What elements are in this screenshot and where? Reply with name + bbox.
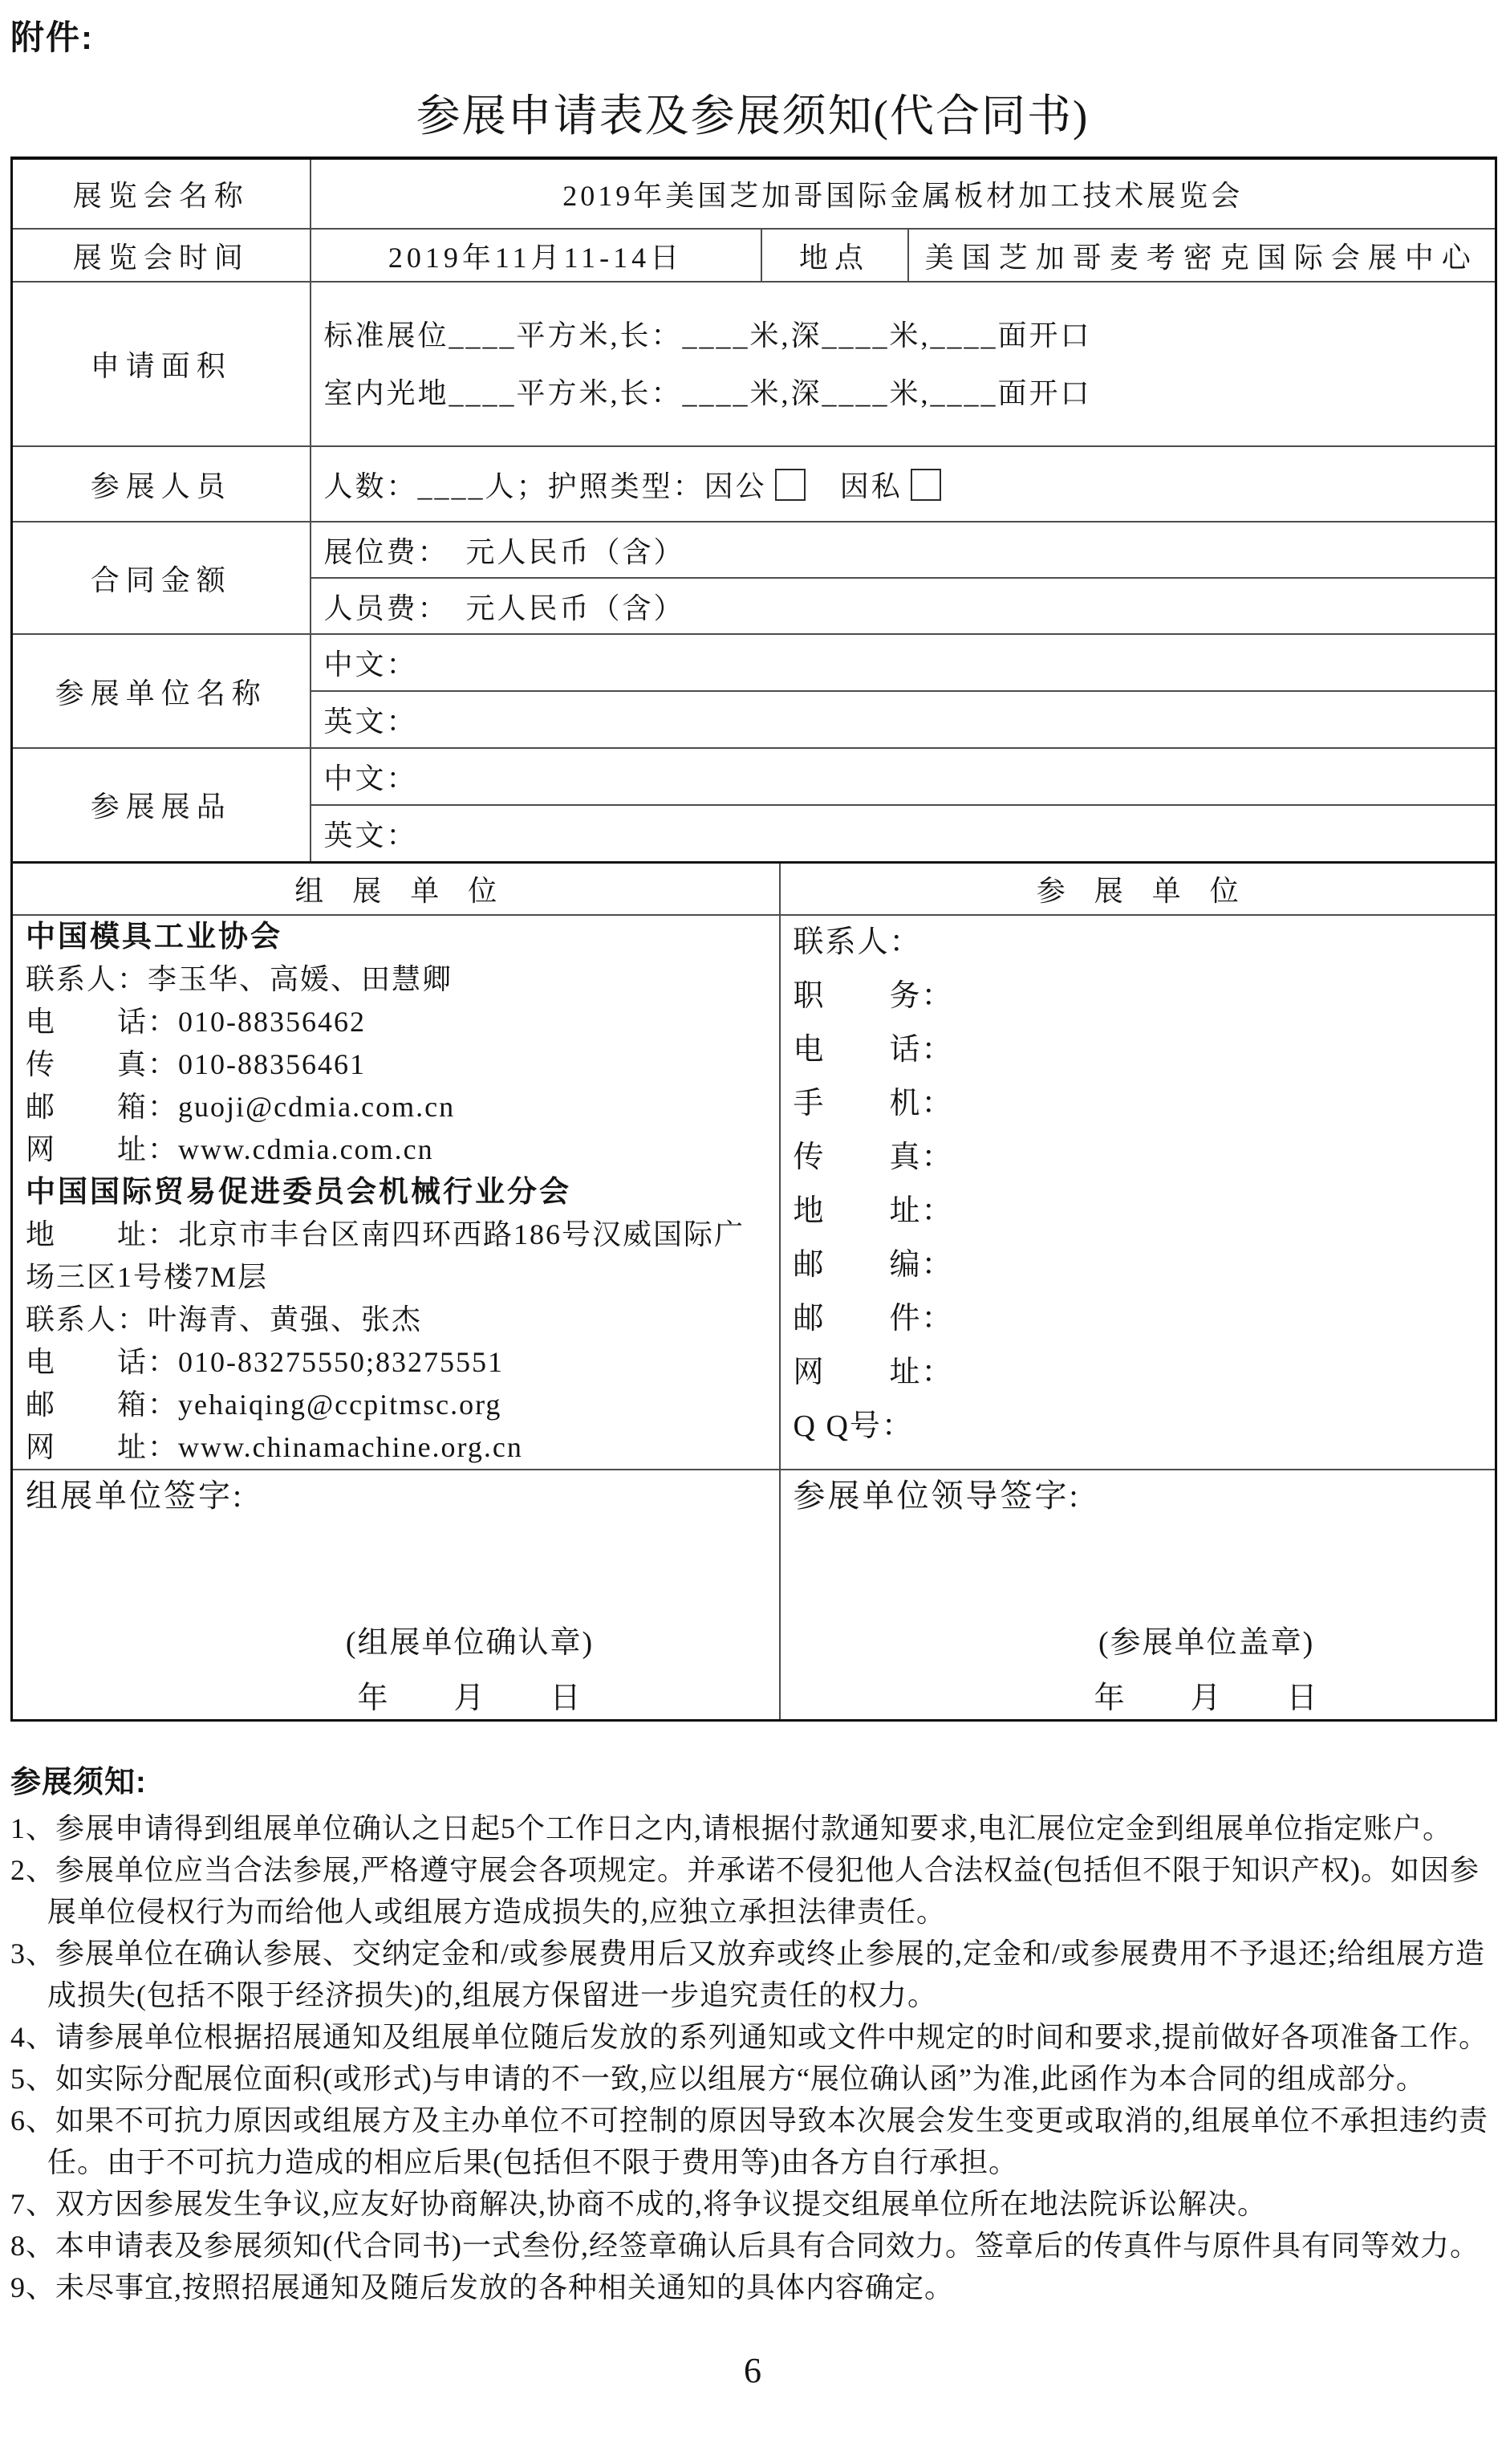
exhibitor-contact-field-label: Q Q号： — [793, 1409, 914, 1443]
organizer-info-line: 中国模具工业协会 — [26, 921, 282, 953]
passport-type-checkbox[interactable] — [775, 469, 806, 501]
note-item: 8、本申请表及参展须知(代合同书)一式叁份,经签章确认后具有合同效力。签章后的传真件与原件具有同等效力。 — [10, 2229, 1480, 2262]
organizer-stamp-note: (组展单位确认章) — [345, 1626, 595, 1660]
organizer-signature-title: 组展单位签字: — [26, 1478, 245, 1514]
page-title: 参展申请表及参展须知(代合同书) — [416, 91, 1090, 140]
exhibits-label: 参展展品 — [12, 748, 311, 862]
participants-value: 人数：____人；护照类型：因公 因私 — [311, 446, 1496, 522]
organizer-info-line: 地 址：北京市丰台区南四环西路186号汉威国际广场三区1号楼7M层 — [26, 1218, 745, 1293]
exhibition-time-label: 展览会时间 — [12, 229, 311, 282]
applied-area-value — [311, 282, 1496, 446]
note-item: 2、参展单位应当合法参展,严格遵守展会各项规定。并承诺不侵犯他人合法权益(包括但不限于知识产权)。如因参展单位侵权行为而给他人或组展方造成损失的,应独立承担法律责任。 — [10, 1853, 1480, 1928]
row-signatures — [12, 1470, 1496, 1720]
row-exhibits-cn — [12, 748, 1496, 805]
exhibition-name-value: 2019年美国芝加哥国际金属板材加工技术展览会 — [311, 158, 1496, 229]
organizer-stamp-block — [218, 1617, 721, 1717]
exhibitor-section-header: 参 展 单 位 — [780, 862, 1496, 915]
organizer-signature-cell — [12, 1470, 780, 1720]
exhibitor-contact-field-label: 手 机： — [793, 1087, 954, 1120]
exhibitor-signature-title: 参展单位领导签字: — [793, 1478, 1081, 1514]
organizer-info-line: 邮 箱：guoji@cdmia.com.cn — [26, 1091, 456, 1123]
exhibitor-contact-field-label: 联系人： — [793, 925, 922, 959]
exhibitor-stamp-block — [972, 1617, 1441, 1717]
notes-list — [10, 1807, 1495, 2308]
organizer-info-line: 网 址：www.cdmia.com.cn — [26, 1133, 434, 1165]
exhibitor-signature-cell — [780, 1470, 1496, 1720]
exhibits-cn: 中文： — [311, 748, 1496, 805]
exhibitor-date-line: 年 月 日 — [1094, 1681, 1319, 1715]
exhibits-en: 英文： — [311, 805, 1496, 862]
exhibition-time-value: 2019年11月11-14日 — [311, 229, 761, 282]
note-item: 7、双方因参展发生争议,应友好协商解决,协商不成的,将争议提交组展单位所在地法院诉讼解决。 — [10, 2187, 1268, 2220]
row-participants — [12, 446, 1496, 522]
exhibitor-contact-field-label: 网 址： — [793, 1356, 954, 1389]
row-contract-amount-booth — [12, 522, 1496, 578]
exhibition-name-label: 展览会名称 — [12, 158, 311, 229]
note-item: 5、如实际分配展位面积(或形式)与申请的不一致,应以组展方“展位确认函”为准,此函作为本合同的组成部分。 — [10, 2062, 1426, 2095]
application-form-table — [10, 157, 1497, 1722]
staff-fee-value: 人员费： 元人民币（含） — [311, 578, 1496, 634]
row-applied-area — [12, 282, 1496, 446]
raw-space-line: 室内光地____平方米,长：____米,深____米,____面开口 — [323, 376, 1092, 409]
note-item: 9、未尽事宜,按照招展通知及随后发放的各种相关通知的具体内容确定。 — [10, 2271, 955, 2303]
attachment-label: 附件: — [10, 18, 94, 56]
row-contact-info — [12, 915, 1496, 1470]
participants-label: 参展人员 — [12, 446, 311, 522]
row-section-headers — [12, 862, 1496, 915]
note-item: 6、如果不可抗力原因或组展方及主办单位不可控制的原因导致本次展会发生变更或取消的,组展单位不承担违约责任。由于不可抗力造成的相应后果(包括但不限于费用等)由各方自行承担。 — [10, 2104, 1489, 2178]
organizer-info-line: 邮 箱：yehaiqing@ccpitmsc.org — [26, 1389, 502, 1421]
standard-booth-line: 标准展位____平方米,长：____米,深____米,____面开口 — [323, 319, 1092, 352]
exhibitor-contact-cell — [780, 915, 1496, 1470]
exhibitor-stamp-note: (参展单位盖章) — [1098, 1626, 1315, 1660]
organizer-info-line: 网 址：www.chinamachine.org.cn — [26, 1431, 523, 1463]
contract-amount-label: 合同金额 — [12, 522, 311, 634]
organizer-info-line: 联系人：李玉华、高媛、田慧卿 — [26, 963, 453, 995]
organizer-section-header: 组 展 单 位 — [12, 862, 780, 915]
venue-label: 地点 — [761, 229, 908, 282]
venue-value: 美国芝加哥麦考密克国际会展中心 — [908, 229, 1496, 282]
page-number: 6 — [744, 2350, 761, 2390]
note-item: 4、请参展单位根据招展通知及组展单位随后发放的系列通知或文件中规定的时间和要求,提前做好各项准备工作。 — [10, 2020, 1489, 2053]
booth-fee-value: 展位费： 元人民币（含） — [311, 522, 1496, 578]
organizer-info-cell — [12, 915, 780, 1470]
notes-section — [10, 1757, 1495, 2308]
organizer-info-line: 联系人：叶海青、黄强、张杰 — [26, 1303, 423, 1336]
organizer-info-line: 电 话：010-83275550;83275551 — [26, 1346, 504, 1378]
exhibitor-contact-field-label: 职 务： — [793, 979, 954, 1013]
exhibitor-contact-field-label: 邮 件： — [793, 1302, 954, 1336]
exhibitor-contact-field-label: 传 真： — [793, 1141, 954, 1174]
organizer-info-line: 传 真：010-88356461 — [26, 1048, 366, 1080]
note-item: 3、参展单位在确认参展、交纳定金和/或参展费用后又放弃或终止参展的,定金和/或参展费用不予退还;给组展方造成损失(包括不限于经济损失)的,组展方保留进一步追究责任的权力。 — [10, 1937, 1486, 2011]
notes-title: 参展须知: — [10, 1765, 147, 1799]
company-name-en: 英文： — [311, 691, 1496, 748]
note-item: 1、参展申请得到组展单位确认之日起5个工作日之内,请根据付款通知要求,电汇展位定金到组展单位指定账户。 — [10, 1811, 1453, 1844]
exhibitor-contact-field-label: 邮 编： — [793, 1248, 954, 1282]
row-company-name-cn — [12, 634, 1496, 691]
organizer-date-line: 年 月 日 — [357, 1681, 583, 1715]
exhibitor-contact-field-label: 电 话： — [793, 1033, 954, 1067]
company-name-cn: 中文： — [311, 634, 1496, 691]
organizer-info-line: 中国国际贸易促进委员会机械行业分会 — [26, 1176, 571, 1209]
exhibitor-contact-field-label: 地 址： — [793, 1194, 954, 1228]
row-exhibition-time — [12, 229, 1496, 282]
passport-type-checkbox[interactable] — [911, 469, 941, 501]
applied-area-label: 申请面积 — [12, 282, 311, 446]
row-exhibition-name — [12, 158, 1496, 229]
organizer-info-line: 电 话：010-88356462 — [26, 1006, 366, 1038]
company-name-label: 参展单位名称 — [12, 634, 311, 748]
